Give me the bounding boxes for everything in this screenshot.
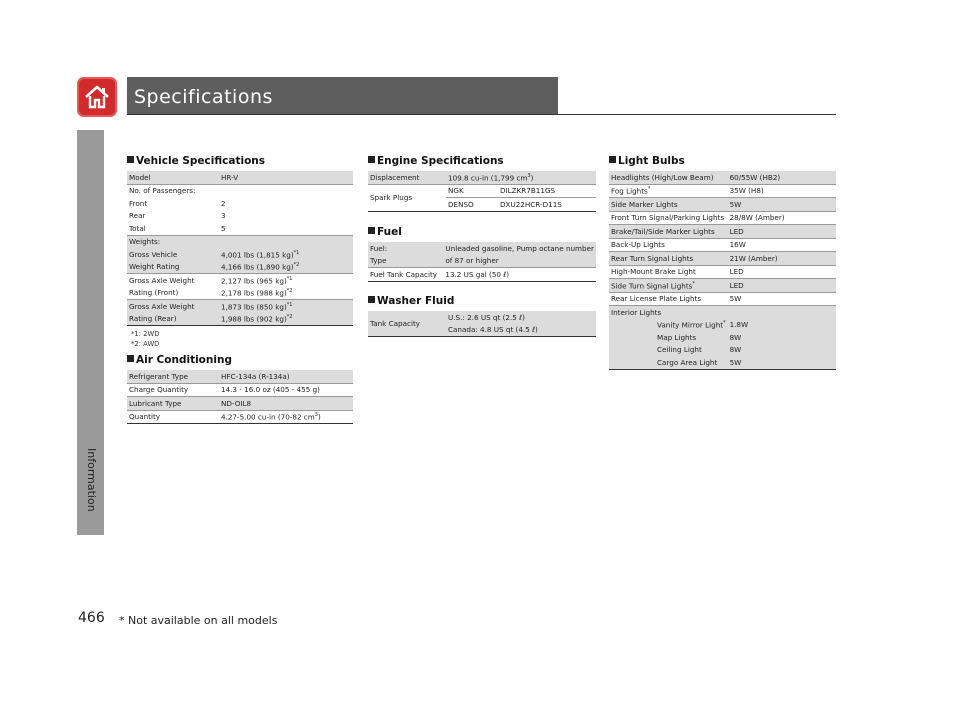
table-row: Spark Plugs NGK DILZKR7B11GS <box>368 184 596 198</box>
table-row: Fog Lights* 35W (H8) <box>609 184 836 198</box>
table-row: Type of 87 or higher <box>368 255 596 268</box>
sidebar-label: Information <box>85 448 98 512</box>
table-row: Weights: <box>127 235 353 248</box>
air-conditioning-section <box>127 354 353 424</box>
square-bullet-icon <box>127 156 134 163</box>
table-row: Front Turn Signal/Parking Lights 28/8W (Amber) <box>609 211 836 225</box>
home-button[interactable] <box>77 77 117 117</box>
washer-fluid-heading: Washer Fluid <box>368 295 596 307</box>
table-row: Gross Axle Weight 1,873 lbs (850 kg)$^{*1}$ <box>127 300 353 313</box>
table-row: Refrigerant Type HFC-134a (R-134a) <box>127 370 353 383</box>
washer-fluid-table <box>368 311 596 337</box>
square-bullet-icon <box>127 355 134 362</box>
footnote-2wd: *1: 2WD <box>131 330 160 338</box>
table-row: Gross Vehicle 4,001 lbs (1,815 kg)$^{*1}$ <box>127 248 353 261</box>
table-row: Brake/Tail/Side Marker Lights LED <box>609 225 836 239</box>
engine-specs-table <box>368 171 596 212</box>
table-row: Map Lights 8W <box>609 331 836 344</box>
light-bulbs-heading: Light Bulbs <box>609 155 836 167</box>
engine-specs-section <box>368 155 596 212</box>
fuel-heading: Fuel <box>368 226 596 238</box>
table-row: Rear 3 <box>129 211 226 221</box>
table-row: Rating (Rear) 1,988 lbs (902 kg)$^{*2}$ <box>127 313 353 326</box>
fuel-section <box>368 226 596 282</box>
home-icon <box>83 83 111 111</box>
table-row: No. of Passengers: <box>129 186 196 196</box>
air-conditioning-heading: Air Conditioning <box>127 354 353 366</box>
table-row: Vanity Mirror Light* 1.8W <box>609 319 836 332</box>
page-number: 466 <box>78 610 105 626</box>
washer-fluid-section <box>368 295 596 337</box>
table-row: Rear License Plate Lights 5W <box>609 292 836 306</box>
title-divider <box>127 114 836 115</box>
square-bullet-icon <box>609 156 616 163</box>
air-conditioning-table <box>127 370 353 424</box>
table-row: Charge Quantity 14.3 - 16.0 oz (405 - 455 g) <box>127 383 353 397</box>
table-row: DENSO DXU22HCR-D11S <box>368 198 596 212</box>
light-bulbs-section <box>609 155 836 370</box>
table-row: Quantity 4.27-5.00 cu-in (70-82 $cm^3$) <box>127 410 353 424</box>
table-row: Side Marker Lights 5W <box>609 198 836 212</box>
vehicle-specs-heading: Vehicle Specifications <box>127 155 353 167</box>
table-row: Tank Capacity U.S.: 2.6 US qt (2.5 ℓ) <box>368 311 596 324</box>
square-bullet-icon <box>368 156 375 163</box>
square-bullet-icon <box>368 227 375 234</box>
table-row: Front 2 <box>129 198 226 208</box>
table-row: Ceiling Light 8W <box>609 344 836 357</box>
page-title: Specifications <box>134 86 273 108</box>
square-bullet-icon <box>368 296 375 303</box>
table-row: Headlights (High/Low Beam) 60/55W (HB2) <box>609 171 836 184</box>
engine-specs-heading: Engine Specifications <box>368 155 596 167</box>
table-row: Interior Lights <box>609 306 836 319</box>
table-row: Model HR-V <box>127 171 353 184</box>
table-row: High-Mount Brake Light LED <box>609 265 836 279</box>
fuel-table <box>368 242 596 282</box>
table-row: Back-Up Lights 16W <box>609 238 836 252</box>
vehicle-specs-table <box>127 171 353 326</box>
table-row: Total 5 <box>127 222 353 235</box>
table-row: Weight Rating 4,166 lbs (1,890 kg)$^{*2}$ <box>127 261 353 274</box>
table-row: Cargo Area Light 5W <box>609 356 836 369</box>
title-bar <box>127 77 558 114</box>
table-row: Fuel Tank Capacity 13.2 US gal (50 ℓ) <box>368 268 596 282</box>
table-row: Gross Axle Weight 2,127 lbs (965 kg)$^{*1}$ <box>129 275 293 285</box>
footnote-awd: *2: AWD <box>131 340 160 348</box>
availability-footnote: * Not available on all models <box>119 614 278 627</box>
table-row: Canada: 4.8 US qt (4.5 ℓ) <box>368 324 596 337</box>
table-row: Fuel: Unleaded gasoline, Pump octane number <box>370 243 594 253</box>
light-bulbs-table <box>609 171 836 370</box>
table-row: Displacement 109.8 cu-in (1,799 $cm^3$) <box>368 171 596 184</box>
table-row: Lubricant Type ND-OIL8 <box>127 397 353 411</box>
table-row: Side Turn Signal Lights* LED <box>609 279 836 293</box>
vehicle-specs-section <box>127 155 353 349</box>
table-row: Rear Turn Signal Lights 21W (Amber) <box>609 252 836 266</box>
table-row: Rating (Front) 2,178 lbs (988 kg)$^{*2}$ <box>127 287 353 300</box>
